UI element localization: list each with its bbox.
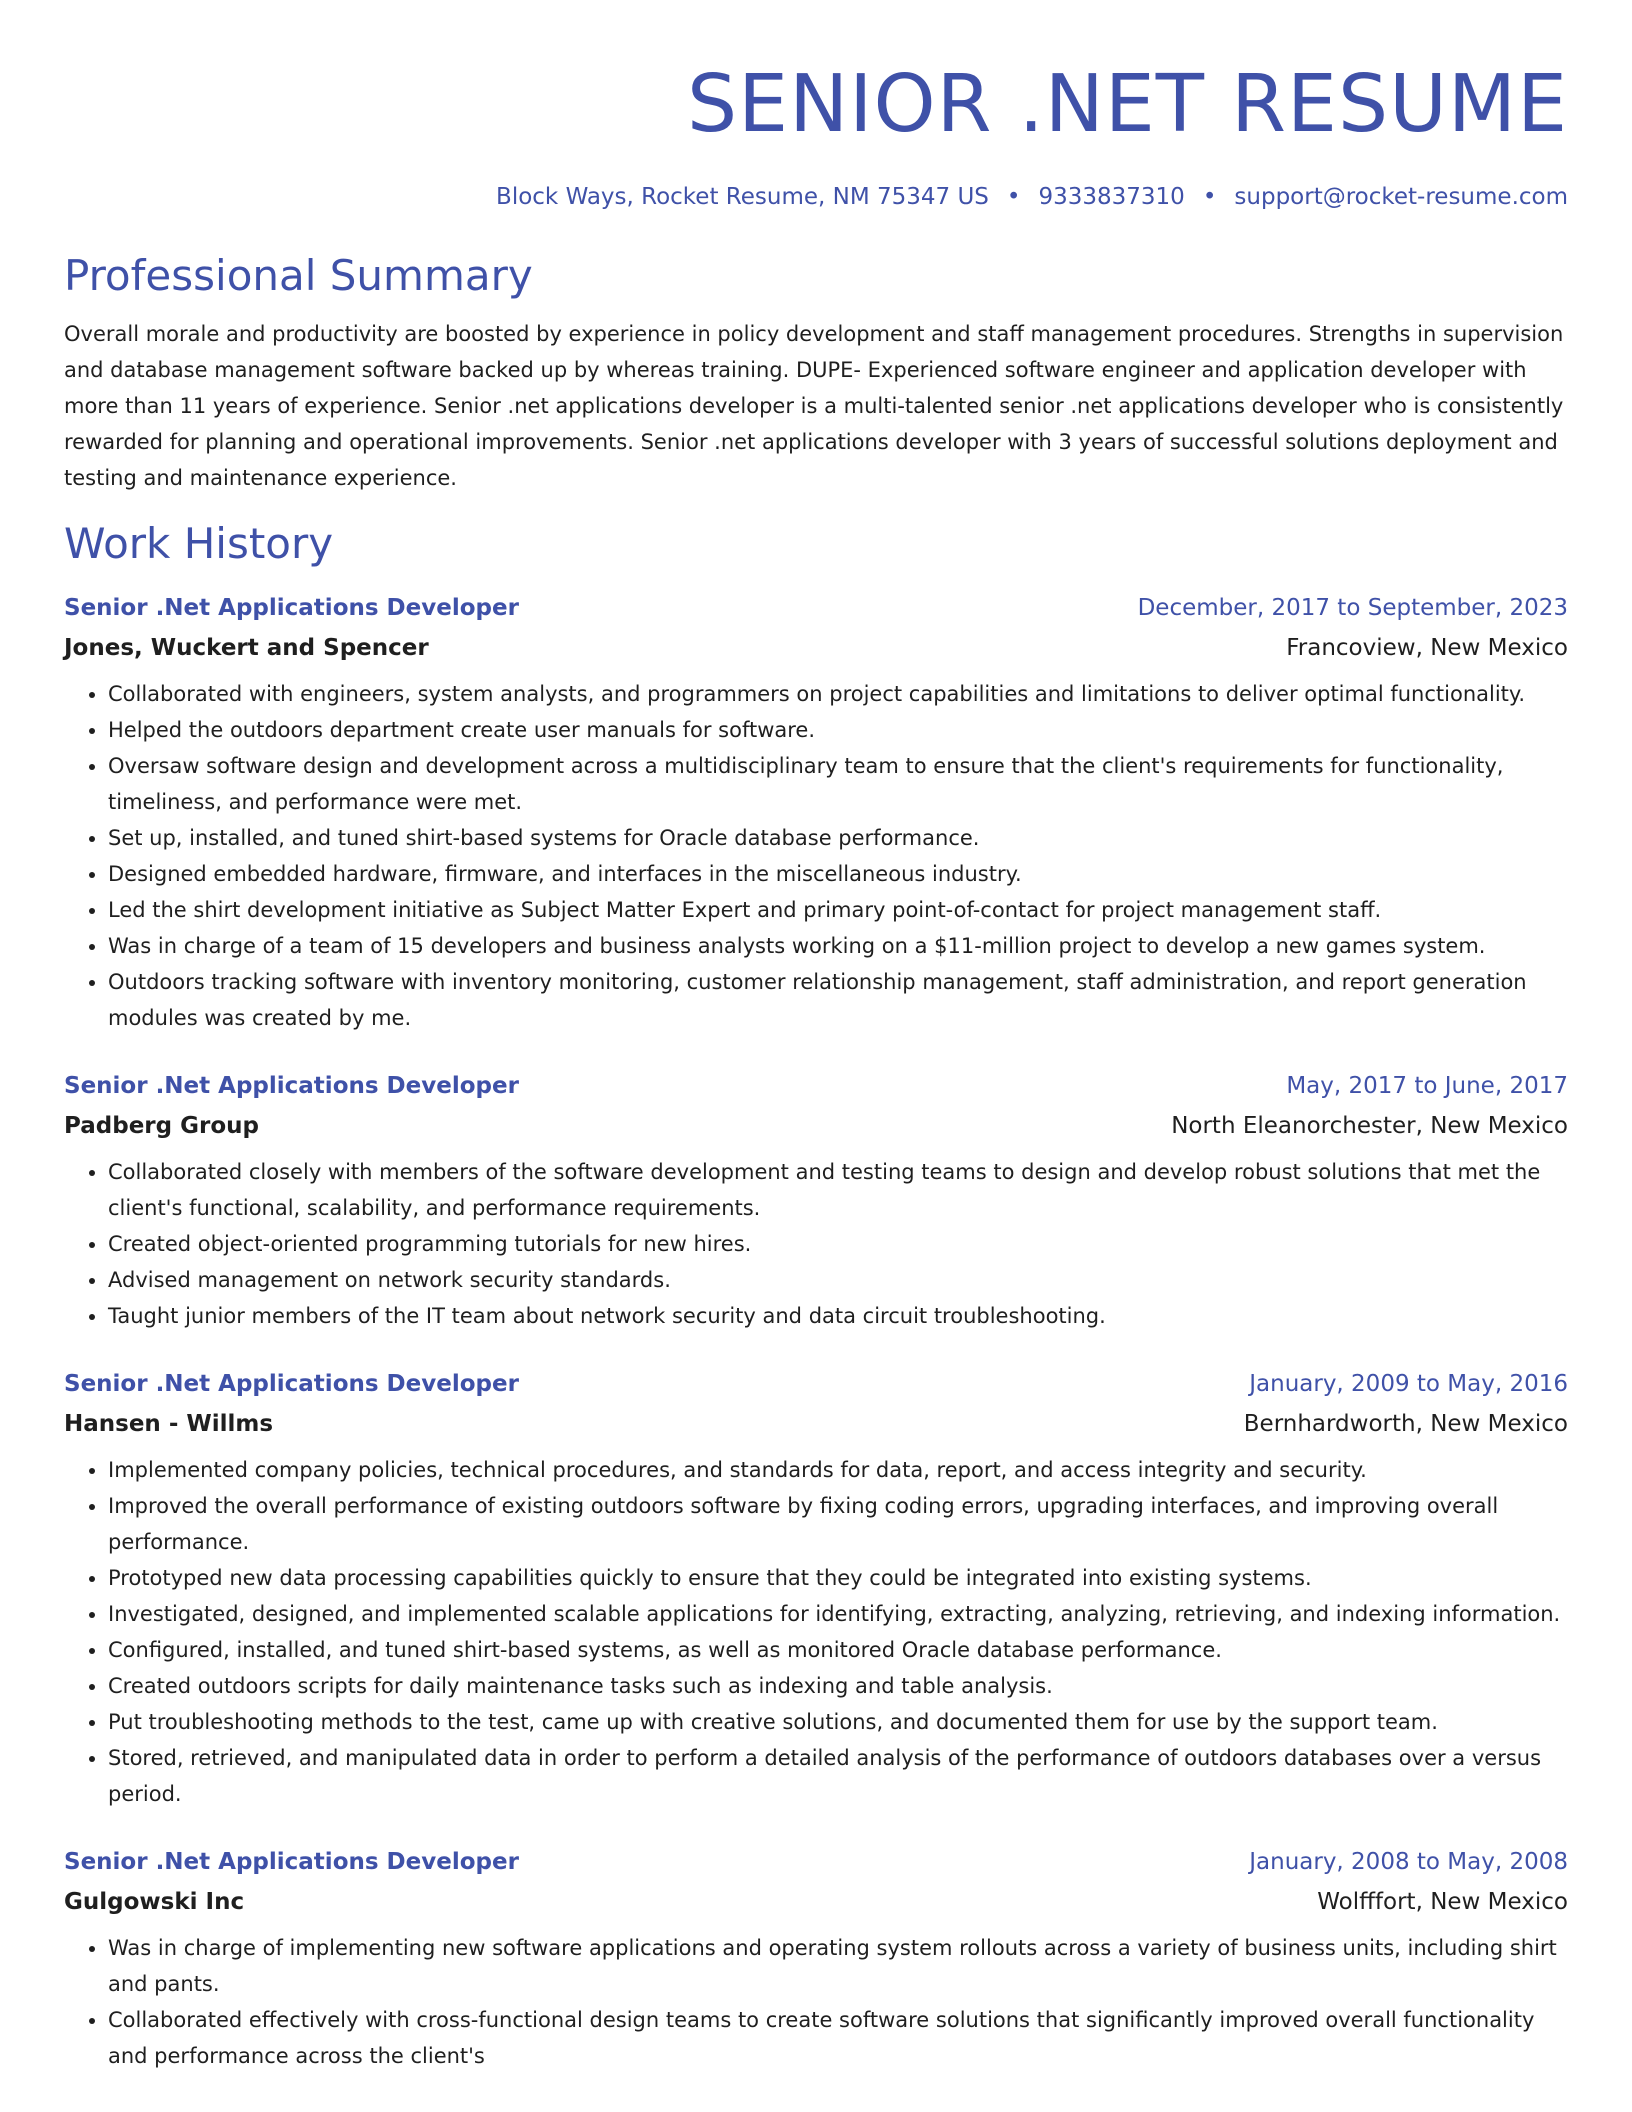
bullet-item: • Taught junior members of the IT team about network security and data circuit troubleshooting. (108, 1298, 1568, 1334)
job-dates: January, 2008 to May, 2008 (1249, 1849, 1568, 1875)
job-dates: January, 2009 to May, 2016 (1249, 1371, 1568, 1397)
job-location: North Eleanorchester, New Mexico (1171, 1113, 1568, 1139)
job-entry (64, 1364, 1568, 1812)
job-company: Hansen - Willms (64, 1411, 274, 1437)
contact-line (64, 182, 1568, 212)
job-title: Senior .Net Applications Developer (64, 1073, 519, 1099)
job-entry (64, 588, 1568, 1036)
bullet-item: • Was in charge of a team of 15 developers and business analysts working on a $11-million project to develop a new games system. (108, 928, 1568, 964)
job-company: Padberg Group (64, 1113, 259, 1139)
contact-separator: • (1006, 184, 1021, 210)
job-company-row (64, 1404, 1568, 1444)
job-header-row (64, 588, 1568, 628)
job-bullets (64, 1452, 1568, 1812)
bullet-item: • Created outdoors scripts for daily maintenance tasks such as indexing and table analysis. (108, 1668, 1568, 1704)
bullet-item: • Led the shirt development initiative as Subject Matter Expert and primary point-of-contact for project management staff. (108, 892, 1568, 928)
job-bullets (64, 676, 1568, 1036)
job-company: Gulgowski Inc (64, 1889, 245, 1915)
bullet-item: • Improved the overall performance of existing outdoors software by fixing coding errors, upgrading interfaces, and improving overall performance. (108, 1488, 1568, 1560)
bullet-item: • Advised management on network security standards. (108, 1262, 1568, 1298)
work-history-heading: Work History (64, 519, 334, 568)
bullet-item: • Oversaw software design and development across a multidisciplinary team to ensure that the client's requirements for functionality, timeliness, and performance were met. (108, 748, 1568, 820)
bullet-item: • Designed embedded hardware, firmware, and interfaces in the miscellaneous industry. (108, 856, 1568, 892)
contact-address: Block Ways, Rocket Resume, NM 75347 US (496, 184, 989, 210)
bullet-item: • Was in charge of implementing new software applications and operating system rollouts across a variety of business units, including shirt and pants. (108, 1930, 1568, 2002)
job-entry (64, 1066, 1568, 1334)
job-header-row (64, 1842, 1568, 1882)
job-dates: May, 2017 to June, 2017 (1286, 1073, 1568, 1099)
job-company-row (64, 1106, 1568, 1146)
resume-page (64, 0, 1568, 2074)
resume-title: SENIOR .NET RESUME (687, 58, 1568, 150)
job-title: Senior .Net Applications Developer (64, 1849, 519, 1875)
job-title: Senior .Net Applications Developer (64, 595, 519, 621)
bullet-item: • Helped the outdoors department create user manuals for software. (108, 712, 1568, 748)
contact-phone: 9333837310 (1038, 184, 1185, 210)
bullet-item: • Collaborated effectively with cross-functional design teams to create software solutions that significantly improved overall functionality and performance across the client's (108, 2002, 1568, 2074)
bullet-item: • Outdoors tracking software with inventory monitoring, customer relationship management, staff administration, and report generation modules was created by me. (108, 964, 1568, 1036)
job-location: Bernhardworth, New Mexico (1243, 1411, 1568, 1437)
bullet-item: • Collaborated closely with members of the software development and testing teams to design and develop robust solutions that met the client's functional, scalability, and performance requirements. (108, 1154, 1568, 1226)
bullet-item: • Configured, installed, and tuned shirt-based systems, as well as monitored Oracle database performance. (108, 1632, 1568, 1668)
job-company: Jones, Wuckert and Spencer (64, 635, 429, 661)
job-entry (64, 1842, 1568, 2074)
bullet-item: • Stored, retrieved, and manipulated data in order to perform a detailed analysis of the performance of outdoors databases over a versus period. (108, 1740, 1568, 1812)
bullet-item: • Investigated, designed, and implemented scalable applications for identifying, extracting, analyzing, retrieving, and indexing information. (108, 1596, 1568, 1632)
bullet-item: • Collaborated with engineers, system analysts, and programmers on project capabilities and limitations to deliver optimal functionality. (108, 676, 1568, 712)
job-location: Francoview, New Mexico (1286, 635, 1568, 661)
bullet-item: • Set up, installed, and tuned shirt-based systems for Oracle database performance. (108, 820, 1568, 856)
job-company-row (64, 1882, 1568, 1922)
bullet-item: • Put troubleshooting methods to the test, came up with creative solutions, and documented them for use by the support team. (108, 1704, 1568, 1740)
bullet-item: • Prototyped new data processing capabilities quickly to ensure that they could be integrated into existing systems. (108, 1560, 1568, 1596)
bullet-item: • Implemented company policies, technical procedures, and standards for data, report, and access integrity and security. (108, 1452, 1568, 1488)
bullet-item: • Created object-oriented programming tutorials for new hires. (108, 1226, 1568, 1262)
contact-separator: • (1202, 184, 1217, 210)
summary-text: Overall morale and productivity are boosted by experience in policy development and staff management procedures. Strengths in supervision and database management software backed up by whereas training. DUPE- Experienced software engineer and application developer with more than 11 years of experience. Senior .net applications developer is a multi-talented senior .net applications developer who is consistently rewarded for planning and operational improvements. Senior .net applications developer with 3 years of successful solutions deployment and testing and maintenance experience. (64, 322, 1564, 490)
job-header-row (64, 1066, 1568, 1106)
job-company-row (64, 628, 1568, 668)
job-bullets (64, 1930, 1568, 2074)
job-location: Wolfffort, New Mexico (1317, 1889, 1568, 1915)
contact-email: support@rocket-resume.com (1234, 184, 1568, 210)
job-dates: December, 2017 to September, 2023 (1137, 595, 1568, 621)
job-bullets (64, 1154, 1568, 1334)
job-title: Senior .Net Applications Developer (64, 1371, 519, 1397)
summary-heading: Professional Summary (64, 251, 533, 300)
job-header-row (64, 1364, 1568, 1404)
